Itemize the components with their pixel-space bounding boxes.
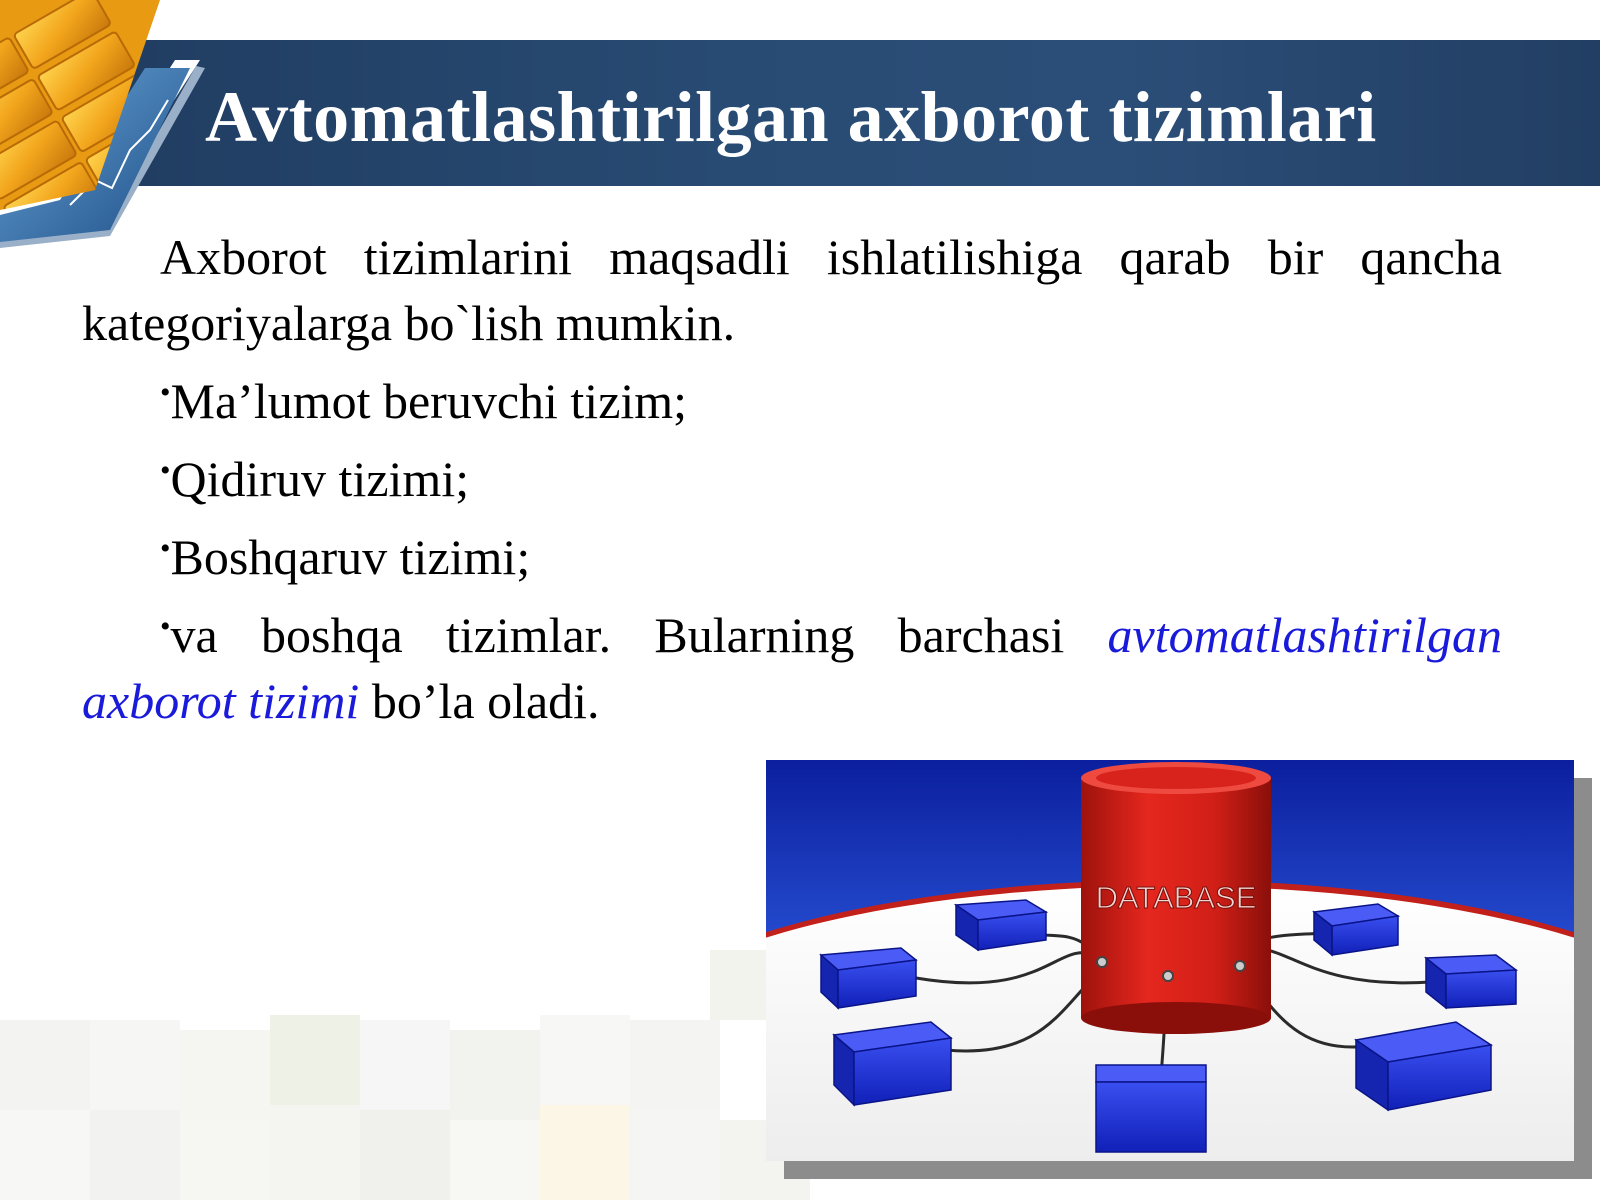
bullet-icon: • [160, 376, 171, 409]
body-text [82, 224, 1502, 734]
emphasized-term: avtomatlashtirilgan axborot tizimi [82, 607, 1502, 729]
list-item [82, 446, 1502, 512]
slide-title: Avtomatlashtirilgan axborot tizimlari [205, 77, 1377, 157]
bullet-icon: • [160, 610, 171, 643]
intro-paragraph: Axborot tizimlarini maqsadli ishlatilishiga qarab bir qancha kategoriyalarga bo`lish mumkin. [82, 229, 1502, 351]
list-item-text: va boshqa tizimlar. Bularning barchasi [170, 607, 1108, 663]
list-item [82, 368, 1502, 434]
database-label: DATABASE [1095, 880, 1257, 915]
list-item [82, 602, 1502, 734]
bullet-icon: • [160, 454, 171, 487]
list-item-text: Boshqaruv tizimi; [170, 529, 531, 585]
list-item-text-tail: bo’la oladi. [359, 673, 600, 729]
bullet-icon: • [160, 532, 171, 565]
list-item [82, 524, 1502, 590]
gold-bars-chart-icon [0, 0, 205, 255]
list-item-text: Qidiruv tizimi; [170, 451, 470, 507]
list-item-text: Ma’lumot beruvchi tizim; [170, 373, 688, 429]
database-network-icon [766, 760, 1574, 1161]
database-image-frame [766, 760, 1574, 1161]
